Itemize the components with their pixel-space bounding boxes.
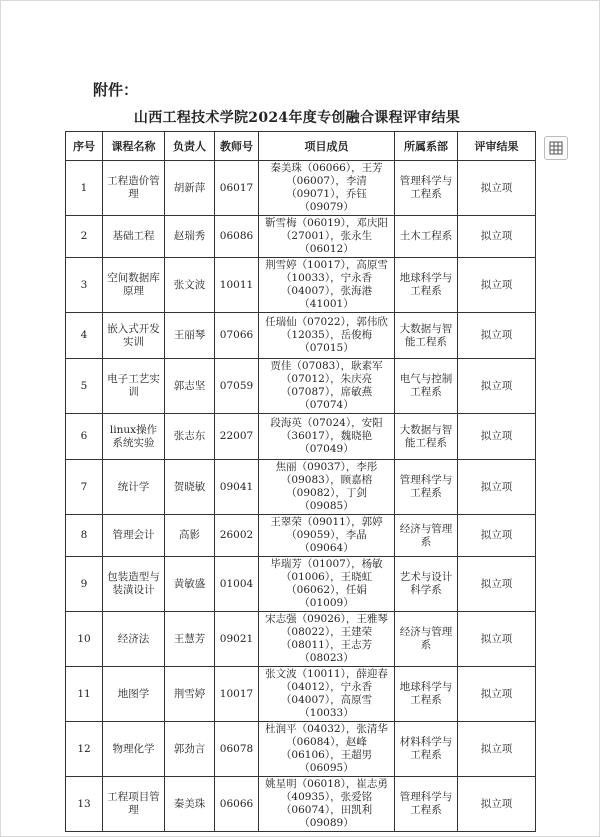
cell-dept: 土木工程系 [395, 216, 458, 258]
cell-course: 嵌入式开发实训 [103, 313, 165, 359]
table-row [66, 216, 536, 258]
cell-course: 统计学 [103, 460, 165, 515]
cell-leader: 胡新萍 [165, 161, 215, 216]
cell-leader: 张志东 [165, 414, 215, 460]
header-dept: 所属系部 [395, 132, 458, 161]
cell-course: 工程造价管理 [103, 161, 165, 216]
cell-no: 6 [66, 414, 103, 460]
cell-dept: 电气与控制工程系 [395, 359, 458, 414]
cell-leader: 荆雪婷 [165, 667, 215, 722]
table-grid-icon[interactable] [544, 136, 568, 160]
cell-teacher-id: 22007 [215, 414, 259, 460]
cell-result: 拟立项 [458, 557, 536, 612]
cell-leader: 张文波 [165, 258, 215, 313]
cell-course: 管理会计 [103, 515, 165, 557]
cell-leader: 郭志坚 [165, 359, 215, 414]
cell-leader: 赵瑞秀 [165, 216, 215, 258]
cell-dept: 材料科学与工程系 [395, 722, 458, 777]
cell-dept: 大数据与智能工程系 [395, 313, 458, 359]
table-row [66, 557, 536, 612]
table-row [66, 258, 536, 313]
cell-dept: 地球科学与工程系 [395, 258, 458, 313]
table-row [66, 722, 536, 777]
cell-no: 5 [66, 359, 103, 414]
cell-dept: 艺术与设计科学系 [395, 557, 458, 612]
table-row [66, 777, 536, 832]
cell-result: 拟立项 [458, 515, 536, 557]
cell-course: 空间数据库原理 [103, 258, 165, 313]
cell-course: 包装造型与装潢设计 [103, 557, 165, 612]
cell-no: 3 [66, 258, 103, 313]
cell-teacher-id: 06066 [215, 777, 259, 832]
cell-leader: 贺晓敏 [165, 460, 215, 515]
cell-teacher-id: 10011 [215, 258, 259, 313]
cell-no: 11 [66, 667, 103, 722]
table-row [66, 359, 536, 414]
cell-members: 任瑞仙（07022），郭伟欣（12035），岳俊梅（07015） [259, 313, 395, 359]
cell-result: 拟立项 [458, 460, 536, 515]
cell-dept: 管理科学与工程系 [395, 161, 458, 216]
table-header-row [66, 132, 536, 161]
cell-dept: 管理科学与工程系 [395, 460, 458, 515]
cell-members: 王翠荣（09011），郭婷（09059），李晶（09064） [259, 515, 395, 557]
header-course: 课程名称 [103, 132, 165, 161]
cell-leader: 高影 [165, 515, 215, 557]
cell-members: 宋志强（09026），王雅琴（08022），王建荣（08011），王志芳（08023） [259, 612, 395, 667]
cell-no: 4 [66, 313, 103, 359]
table-row [66, 414, 536, 460]
cell-result: 拟立项 [458, 612, 536, 667]
cell-course: 工程项目管理 [103, 777, 165, 832]
cell-course: linux操作系统实验 [103, 414, 165, 460]
table-row [66, 612, 536, 667]
cell-course: 物理化学 [103, 722, 165, 777]
header-no: 序号 [66, 132, 103, 161]
cell-no: 2 [66, 216, 103, 258]
cell-dept: 地球科学与工程系 [395, 667, 458, 722]
cell-members: 荆雪婷（10017），高原雪（10033），宁永香（04007），张海港（41001） [259, 258, 395, 313]
table-row [66, 667, 536, 722]
cell-leader: 黄敏盛 [165, 557, 215, 612]
cell-teacher-id: 10017 [215, 667, 259, 722]
cell-result: 拟立项 [458, 722, 536, 777]
cell-result: 拟立项 [458, 161, 536, 216]
cell-result: 拟立项 [458, 258, 536, 313]
cell-dept: 管理科学与工程系 [395, 777, 458, 832]
cell-no: 1 [66, 161, 103, 216]
table-grid-icon-glyph [549, 141, 563, 155]
cell-no: 10 [66, 612, 103, 667]
cell-leader: 王丽琴 [165, 313, 215, 359]
cell-teacher-id: 01004 [215, 557, 259, 612]
cell-result: 拟立项 [458, 216, 536, 258]
cell-course: 经济法 [103, 612, 165, 667]
table-row [66, 515, 536, 557]
cell-no: 13 [66, 777, 103, 832]
cell-result: 拟立项 [458, 777, 536, 832]
cell-course: 地图学 [103, 667, 165, 722]
header-result: 评审结果 [458, 132, 536, 161]
cell-no: 7 [66, 460, 103, 515]
results-table [65, 131, 536, 832]
cell-no: 8 [66, 515, 103, 557]
cell-teacher-id: 06078 [215, 722, 259, 777]
cell-members: 杜润平（04032），张清华（06084），赵峰（06106），王超男（06095） [259, 722, 395, 777]
cell-result: 拟立项 [458, 359, 536, 414]
table-row [66, 313, 536, 359]
cell-result: 拟立项 [458, 414, 536, 460]
table-row [66, 161, 536, 216]
cell-course: 电子工艺实训 [103, 359, 165, 414]
header-teacher-id: 教师号 [215, 132, 259, 161]
cell-dept: 大数据与智能工程系 [395, 414, 458, 460]
cell-members: 姚星明（06018），崔志勇（40935），张爱铭（06074），田凯利（09089） [259, 777, 395, 832]
cell-teacher-id: 06017 [215, 161, 259, 216]
cell-dept: 经济与管理系 [395, 612, 458, 667]
cell-teacher-id: 07066 [215, 313, 259, 359]
cell-teacher-id: 26002 [215, 515, 259, 557]
cell-teacher-id: 06086 [215, 216, 259, 258]
cell-result: 拟立项 [458, 313, 536, 359]
cell-members: 毕瑞芳（01007），杨敏（01006），王晓虹（06062），任娟（01009） [259, 557, 395, 612]
cell-leader: 郭劲言 [165, 722, 215, 777]
table-row [66, 460, 536, 515]
cell-no: 9 [66, 557, 103, 612]
cell-members: 张文波（10011），薛迎春（04012），宁永香（04007），高原雪（10033） [259, 667, 395, 722]
cell-leader: 秦美珠 [165, 777, 215, 832]
cell-members: 段海英（07024），安阳（36017），魏晓艳（07049） [259, 414, 395, 460]
attachment-heading: 附件： [93, 81, 139, 99]
cell-members: 秦美珠（06066），王芳（06007），李清（09071），乔钰（09079） [259, 161, 395, 216]
header-members: 项目成员 [259, 132, 395, 161]
cell-leader: 王慧芳 [165, 612, 215, 667]
document-title: 山西工程技术学院2024年度专创融合课程评审结果 [133, 110, 461, 126]
cell-members: 贾佳（07083），耿素军（07012），朱庆亮（07087），席敏燕（07074） [259, 359, 395, 414]
cell-teacher-id: 09041 [215, 460, 259, 515]
cell-no: 12 [66, 722, 103, 777]
cell-members: 焦丽（09037），李彤（09083），顾嘉榕（09082），丁剑（09085） [259, 460, 395, 515]
cell-teacher-id: 09021 [215, 612, 259, 667]
cell-course: 基础工程 [103, 216, 165, 258]
header-leader: 负责人 [165, 132, 215, 161]
cell-teacher-id: 07059 [215, 359, 259, 414]
cell-dept: 经济与管理系 [395, 515, 458, 557]
cell-members: 靳雪梅（06019），邓庆阳（27001），张永生（06012） [259, 216, 395, 258]
cell-result: 拟立项 [458, 667, 536, 722]
